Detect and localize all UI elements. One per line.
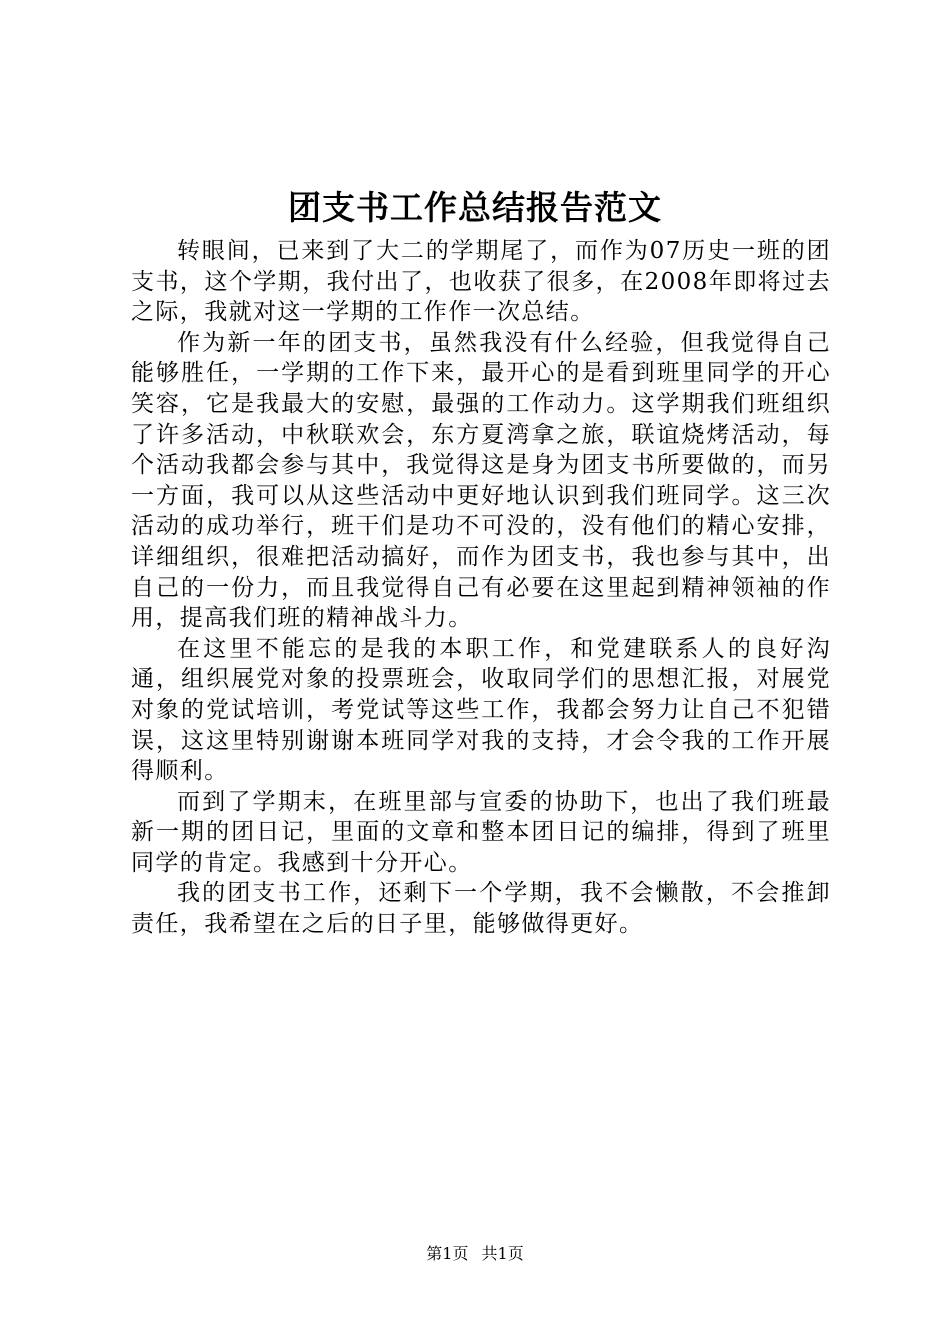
- paragraph-5: 我的团支书工作，还剩下一个学期，我不会懒散，不会推卸责任，我希望在之后的日子里，能够做得更好。: [131, 880, 831, 938]
- paragraph-4: 而到了学期末，在班里部与宣委的协助下，也出了我们班最新一期的团日记，里面的文章和整本团日记的编排，得到了班里同学的肯定。我感到十分开心。: [131, 788, 831, 876]
- page-number: 第1页: [426, 1244, 469, 1263]
- page-total: 共1页: [481, 1244, 524, 1263]
- paragraph-2: 作为新一年的团支书，虽然我没有什么经验，但我觉得自己能够胜任，一学期的工作下来，最开心的是看到班里同学的开心笑容，它是我最大的安慰，最强的工作动力。这学期我们班组织了许多活动，中秋联欢会，东方夏湾拿之旅，联谊烧烤活动，每个活动我都会参与其中，我觉得这是身为团支书所要做的，而另一方面，我可以从这些活动中更好地认识到我们班同学。这三次活动的成功举行，班干们是功不可没的，没有他们的精心安排，详细组织，很难把活动搞好，而作为团支书，我也参与其中，出自己的一份力，而且我觉得自己有必要在这里起到精神领袖的作用，提高我们班的精神战斗力。: [131, 329, 831, 632]
- page-footer: [0, 1243, 950, 1265]
- document-body: [131, 236, 831, 940]
- paragraph-1: 转眼间，已来到了大二的学期尾了，而作为07历史一班的团支书，这个学期，我付出了，也收获了很多，在2008年即将过去之际，我就对这一学期的工作作一次总结。: [131, 238, 831, 326]
- paragraph-3: 在这里不能忘的是我的本职工作，和党建联系人的良好沟通，组织展党对象的投票班会，收取同学们的思想汇报，对展党对象的党试培训，考党试等这些工作，我都会努力让自己不犯错误，这这里特别谢谢本班同学对我的支持，才会令我的工作开展得顺利。: [131, 635, 831, 785]
- document-title: 团支书工作总结报告范文: [288, 188, 662, 227]
